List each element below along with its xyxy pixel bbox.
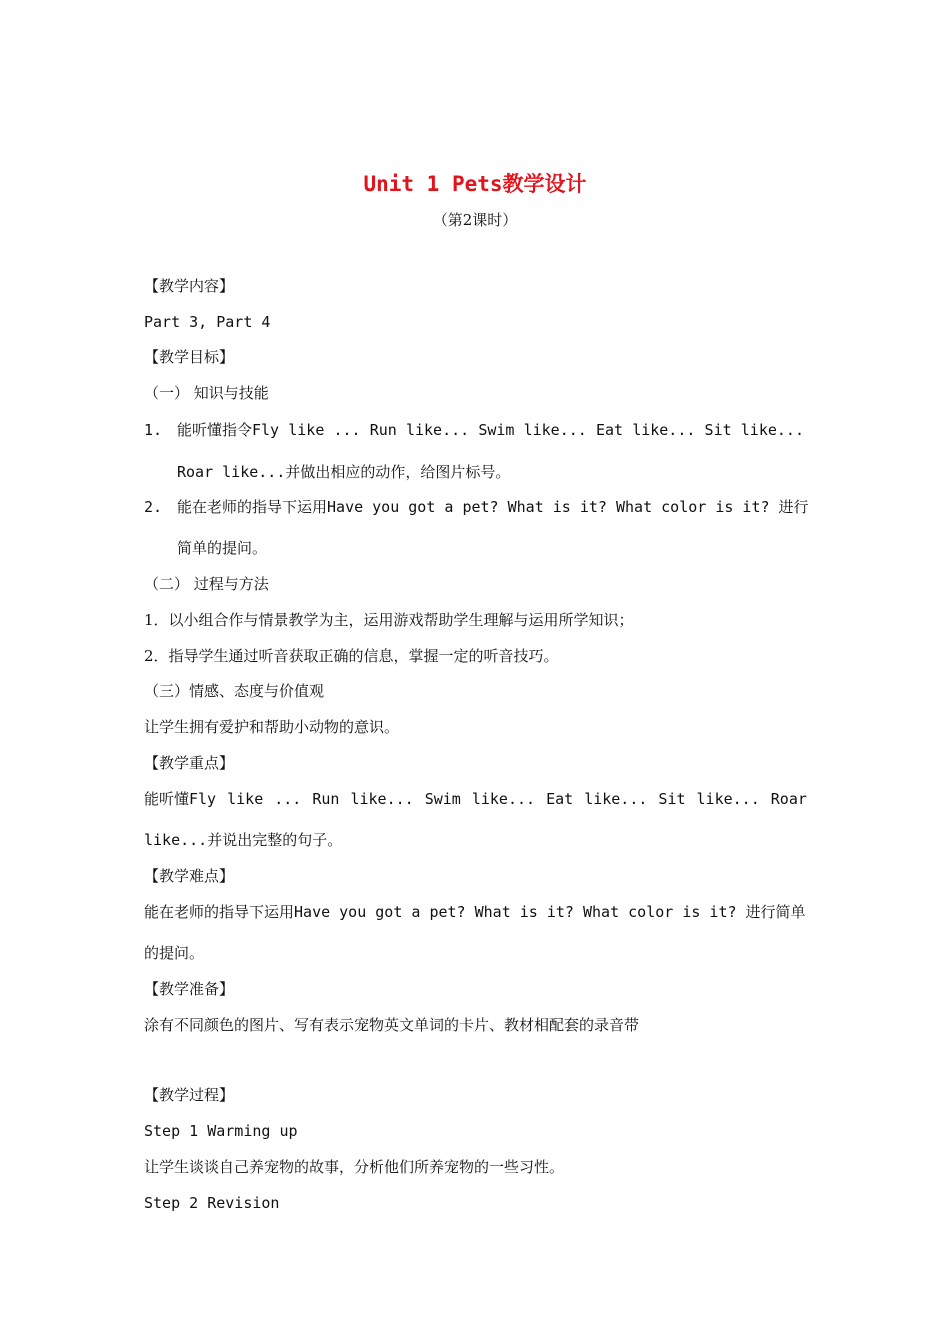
key-points-line1-word: Swim	[424, 790, 461, 808]
key-points-line1-word: like...	[471, 790, 536, 808]
knowledge-item1-word: Run	[369, 421, 397, 439]
knowledge-item2-line2: 简单的提问。	[177, 539, 268, 557]
process-item2: 2．指导学生通过听音获取正确的信息，掌握一定的听音技巧。	[144, 647, 559, 665]
knowledge-item1-word: like...	[405, 421, 470, 439]
knowledge-item1-word: Sit	[704, 421, 732, 439]
knowledge-item1-word: ...	[333, 421, 361, 439]
key-points-line1-word: 能听懂Fly	[144, 790, 217, 808]
key-points-line1-word: ...	[274, 790, 302, 808]
knowledge-item1-number: 1.	[144, 421, 163, 439]
key-points-heading: 【教学重点】	[144, 754, 235, 772]
key-points-line1-word: like...	[584, 790, 648, 808]
process-heading: （二） 过程与方法	[144, 575, 269, 593]
knowledge-item1-line1	[177, 419, 804, 441]
key-points-line1	[144, 788, 807, 810]
content-heading: 【教学内容】	[144, 277, 235, 295]
knowledge-item1-line2: Roar like...并做出相应的动作，给图片标号。	[177, 463, 511, 481]
difficulties-line2: 的提问。	[144, 944, 205, 962]
key-points-line2: like...并说出完整的句子。	[144, 831, 343, 849]
knowledge-item1-word: 能听懂指令Fly	[177, 421, 280, 439]
preparation-heading: 【教学准备】	[144, 980, 235, 998]
knowledge-item1-word: like...	[523, 421, 587, 439]
key-points-line1-word: like...	[350, 790, 414, 808]
emotion-text: 让学生拥有爱护和帮助小动物的意识。	[144, 718, 400, 736]
knowledge-item1-word: like...	[740, 421, 804, 439]
knowledge-item1-word: like	[288, 421, 325, 439]
knowledge-item2-number: 2.	[144, 498, 163, 516]
knowledge-item1-word: Eat	[595, 421, 624, 439]
key-points-line1-word: like...	[696, 790, 760, 808]
key-points-line1-word: Eat	[546, 790, 574, 808]
step1-title: Step 1 Warming up	[144, 1122, 298, 1140]
content-text: Part 3, Part 4	[144, 313, 271, 331]
difficulties-line1: 能在老师的指导下运用Have you got a pet? What is it? What color is it? 进行简单	[144, 903, 806, 921]
key-points-line1-word: Run	[312, 790, 340, 808]
document-title: Unit 1 Pets教学设计	[363, 172, 587, 196]
emotion-heading: （三）情感、态度与价值观	[144, 682, 325, 700]
procedure-heading: 【教学过程】	[144, 1086, 235, 1104]
knowledge-heading: （一） 知识与技能	[144, 384, 269, 402]
step1-text: 让学生谈谈自己养宠物的故事，分析他们所养宠物的一些习性。	[144, 1158, 565, 1176]
preparation-text: 涂有不同颜色的图片、写有表示宠物英文单词的卡片、教材相配套的录音带	[144, 1016, 640, 1034]
key-points-line1-word: Roar	[770, 790, 807, 808]
key-points-line1-word: Sit	[658, 790, 686, 808]
knowledge-item1-word: like...	[632, 421, 696, 439]
process-item1: 1．以小组合作与情景教学为主，运用游戏帮助学生理解与运用所学知识；	[144, 611, 634, 629]
key-points-line1-word: like	[227, 790, 264, 808]
knowledge-item2-line1: 能在老师的指导下运用Have you got a pet? What is it? What color is it? 进行	[177, 498, 809, 516]
step2-title: Step 2 Revision	[144, 1194, 280, 1212]
document-subtitle: （第2课时）	[432, 211, 518, 229]
objectives-heading: 【教学目标】	[144, 348, 235, 366]
difficulties-heading: 【教学难点】	[144, 867, 235, 885]
knowledge-item1-word: Swim	[478, 421, 515, 439]
